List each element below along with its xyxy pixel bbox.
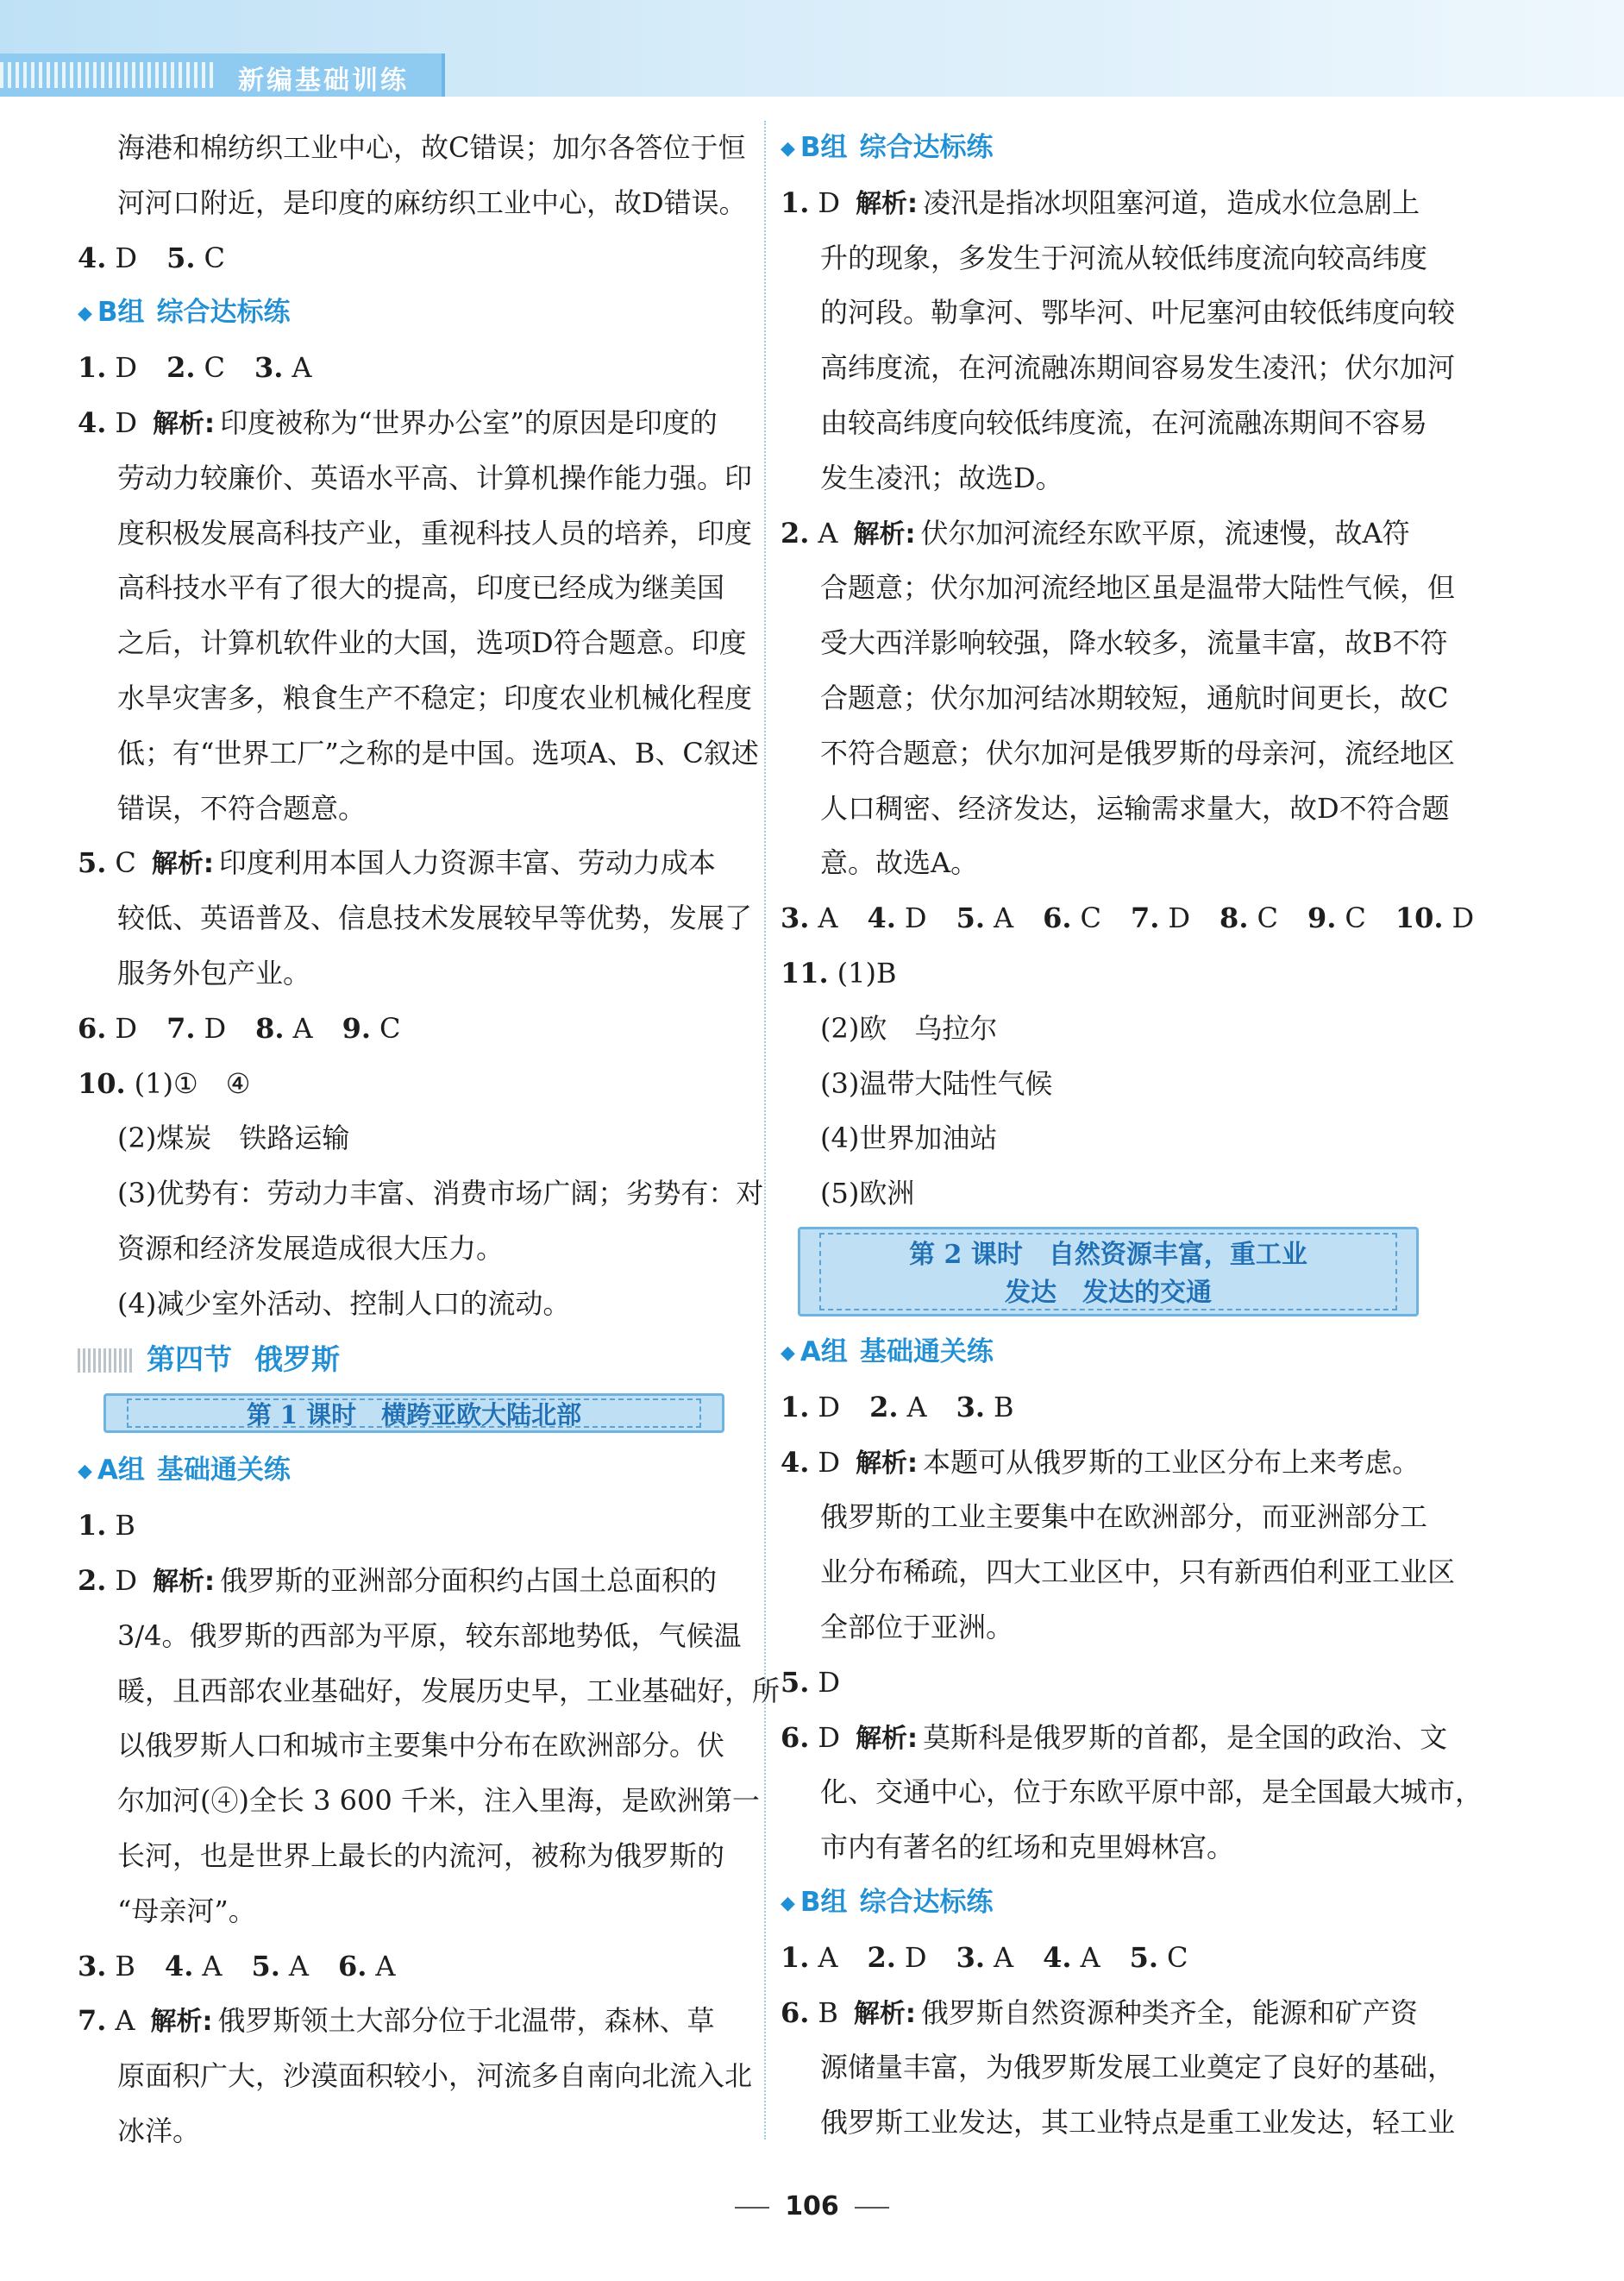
answer-letter: C [1257,902,1278,935]
question-text: 俄罗斯自然资源种类齐全，能源和矿产资 [920,1995,1418,2029]
group-title: 综合达标练 [859,132,994,163]
answer-item [251,1950,309,1983]
answer-item [1307,902,1366,934]
group-heading [781,1876,1475,1931]
text-line: 原面积广大，沙漠面积较小，河流多自南向北流入北 [117,2059,753,2093]
diamond-icon: ◆ [781,138,795,160]
text-line: 低；有“世界工厂”之称的是中国。选项A、B、C叙述 [117,736,759,770]
page-number [0,2191,1624,2221]
answer-letter: D [818,1720,841,1754]
diamond-icon: ◆ [781,1892,795,1914]
answer-item [342,1012,401,1045]
question-number: 4. [164,1949,194,1983]
lesson-banner [103,1393,724,1433]
question-text: (1)① ④ [134,1066,251,1100]
lesson-title-line: 发达 发达的交通 [1005,1277,1212,1308]
text-line: 以俄罗斯人口和城市主要集中分布在欧洲部分。伏 [117,1729,725,1763]
answer-item [166,1012,226,1045]
question-number: 4. [867,902,896,935]
question-number: 5. [78,846,107,880]
answer-letter: D [818,1445,841,1479]
answer-item [1043,902,1101,934]
analysis-label: 解析: [150,2007,213,2038]
answer-item [78,351,137,384]
answer-row [78,1002,768,1057]
answer-item [166,351,225,384]
right-column [781,121,1483,2151]
text-line: 资源和经济发展造成很大压力。 [117,1231,505,1265]
section-heading [78,1332,768,1387]
lesson-title [819,1233,1397,1310]
question-number: 7. [78,2004,107,2038]
page-number-dash-right [855,2207,889,2209]
question-first-line [781,1656,1475,1711]
header-title: 新编基础训练 [238,66,409,96]
text-line: 市内有著名的红场和克里姆林宫。 [820,1831,1235,1864]
answer-letter: C [204,241,225,274]
answer-item [956,902,1014,934]
answer-item [869,1391,927,1423]
text-line: 的河段。勒拿河、鄂毕河、叶尼塞河由较低纬度向较 [820,296,1456,330]
text-line: 3/4。俄罗斯的西部为平原，较东部地势低，气候温 [117,1618,742,1652]
question-text: 俄罗斯领土大部分位于北温带，森林、草 [217,2004,715,2038]
text-line: 人口稠密、经济发达，运输需求量大，故D不符合题 [820,791,1450,825]
answer-item [78,1950,135,1983]
group-title: 基础通关练 [156,1455,291,1486]
text-line: 高科技水平有了很大的提高，印度已经成为继美国 [117,571,725,605]
group-title: 综合达标练 [859,1886,994,1918]
answer-letter: A [288,1949,309,1983]
answer-row [781,1380,1475,1436]
answer-letter: D [1452,902,1475,935]
text-line: 受大西洋影响较强，降水较多，流量丰富，故B不符 [820,626,1448,660]
question-number: 5. [166,241,196,274]
question-number: 3. [956,1390,985,1423]
answer-letter: A [993,1940,1014,1974]
answer-item [78,242,137,274]
question-text: (1)B [837,956,897,990]
answer-letter: B [818,1995,838,2029]
question-number: 3. [956,1940,985,1974]
question-number: 8. [1220,902,1249,935]
answer-item [1220,902,1278,934]
group-label: B组 [799,1886,848,1918]
answer-item [1395,902,1474,934]
answer-item [781,1941,838,1974]
answer-item [956,1941,1014,1974]
answer-item [956,1391,1014,1423]
question-number: 7. [1130,902,1160,935]
text-line: 服务外包产业。 [117,956,311,990]
text-line: 合题意；伏尔加河结冰期较短，通航时间更长，故C [820,681,1449,714]
text-line: 较低、英语普及、信息技术发展较早等优势，发展了 [117,902,753,935]
text-line: 意。故选A。 [820,846,979,880]
answer-item [78,1012,137,1045]
section-name: 俄罗斯 [254,1342,340,1376]
analysis-label: 解析: [856,188,919,219]
analysis-label: 解析: [151,849,214,880]
text-line: 合题意；伏尔加河流经地区虽是温带大陆性气候，但 [820,571,1456,605]
answer-item [1130,1941,1188,1974]
question-first-line [78,1057,768,1112]
text-line: (2)煤炭 铁路运输 [117,1122,350,1155]
question-number: 6. [1043,902,1072,935]
text-line: 河河口附近，是印度的麻纺织工业中心，故D错误。 [117,185,747,219]
question-first-line [781,1436,1475,1491]
answer-letter: A [818,516,838,550]
group-title: 基础通关练 [859,1335,994,1367]
text-line: 由较高纬度向较低纬度流，在河流融冻期间不容易 [820,405,1428,439]
group-heading [781,121,1475,176]
question-first-line [78,1554,768,1609]
question-number: 3. [78,1949,107,1983]
text-line: 化、交通中心，位于东欧平原中部，是全国最大城市， [820,1775,1483,1809]
text-line: 海港和棉纺织工业中心，故C错误；加尔各答位于恒 [117,131,746,164]
analysis-label: 解析: [853,518,916,550]
page-number-text: 106 [785,2191,839,2221]
question-number: 5. [956,902,985,935]
question-number: 10. [1395,902,1444,935]
answer-letter: C [1080,902,1101,935]
question-text: 凌汛是指冰坝阻塞河道，造成水位急剧上 [923,185,1420,219]
text-line: 俄罗斯的工业主要集中在欧洲部分，而亚洲部分工 [820,1500,1428,1534]
question-number: 11. [781,956,829,990]
page-number-dash-left [735,2207,769,2209]
answer-letter: C [204,351,225,385]
answer-item [868,1941,927,1974]
question-number: 8. [255,1011,285,1045]
diamond-icon: ◆ [78,1461,92,1483]
question-number: 6. [78,1011,107,1045]
answer-letter: D [818,1390,841,1423]
question-number: 3. [781,902,810,935]
question-text: 本题可从俄罗斯的工业区分布上来考虑。 [923,1445,1420,1479]
question-number: 3. [254,351,284,385]
text-line: 源储量丰富，为俄罗斯发展工业奠定了良好的基础， [820,2051,1456,2084]
answer-item [165,1950,223,1983]
question-first-line [781,176,1475,231]
question-first-line [781,506,1475,562]
answer-letter: A [375,1949,396,1983]
left-column [78,121,781,2159]
question-text: 莫斯科是俄罗斯的首都，是全国的政治、文 [923,1720,1448,1754]
question-number: 5. [781,1665,810,1699]
answer-letter: B [115,1509,135,1543]
section-number: 第四节 [147,1342,232,1376]
text-line: 升的现象，多发生于河流从较低纬度流向较高纬度 [820,241,1428,274]
answer-letter: A [818,902,838,935]
group-label: A组 [97,1455,145,1486]
text-line: 业分布稀疏，四大工业区中，只有新西伯利亚工业区 [820,1555,1456,1589]
answer-item [868,902,927,934]
group-label: B组 [799,132,848,163]
question-number: 2. [869,1390,899,1423]
text-line: 度积极发展高科技产业，重视科技人员的培养，印度 [117,516,753,550]
answer-letter: D [904,1940,927,1974]
answer-item [254,351,312,384]
text-line: 俄罗斯工业发达，其工业特点是重工业发达，轻工业 [820,2106,1456,2140]
answer-letter: A [993,902,1014,935]
analysis-label: 解析: [856,1448,919,1479]
text-line: 暖，且西部农业基础好，发展历史早，工业基础好，所 [117,1674,781,1707]
text-line: 水旱灾害多，粮食生产不稳定；印度农业机械化程度 [117,681,753,714]
answer-letter: D [115,1563,138,1597]
lesson-title-line: 第 2 课时 自然资源丰富，重工业 [909,1239,1307,1270]
text-line: (3)优势有：劳动力丰富、消费市场广阔；劣势有：对 [117,1177,764,1210]
answer-letter: A [292,1011,313,1045]
answer-item [781,1391,840,1423]
group-heading [78,286,768,341]
answer-letter: A [202,1949,223,1983]
question-number: 2. [867,1940,896,1974]
answer-row [78,1939,768,1995]
text-line: (5)欧洲 [820,1177,915,1210]
answer-item [1131,902,1190,934]
question-number: 9. [342,1011,372,1045]
text-line: 之后，计算机软件业的大国，选项D符合题意。印度 [117,626,747,660]
answer-row [78,231,768,286]
answer-item [255,1012,313,1045]
text-line: 冰洋。 [117,2114,201,2147]
answer-item [1043,1941,1100,1974]
question-number: 6. [781,1995,810,2029]
answer-letter: D [818,185,841,219]
question-number: 5. [1129,1940,1159,1974]
question-number: 6. [337,1949,367,1983]
header-tab [0,53,445,97]
text-line: 全部位于亚洲。 [820,1610,1014,1643]
analysis-label: 解析: [856,1723,919,1754]
answer-letter: A [906,1390,927,1423]
text-line: 不符合题意；伏尔加河是俄罗斯的母亲河，流经地区 [820,736,1456,770]
answer-letter: D [115,241,138,274]
group-heading [781,1325,1475,1380]
answer-item [166,242,225,274]
question-number: 4. [78,241,107,274]
question-text: 印度利用本国人力资源丰富、劳动力成本 [218,846,716,880]
answer-letter: D [904,902,927,935]
question-number: 4. [781,1445,810,1479]
answer-letter: C [379,1011,401,1045]
question-number: 10. [78,1066,126,1100]
text-line: 错误，不符合题意。 [117,791,367,825]
group-label: B组 [97,297,145,329]
answer-letter: D [1168,902,1191,935]
question-number: 4. [78,405,107,439]
question-first-line [781,946,1475,1002]
question-first-line [78,1499,768,1554]
answer-letter: D [115,351,138,385]
question-first-line [78,836,768,891]
question-number: 2. [781,516,810,550]
answer-letter: C [115,846,136,880]
diamond-icon: ◆ [781,1342,795,1364]
group-label: A组 [799,1335,848,1367]
text-line: (4)减少室外活动、控制人口的流动。 [117,1286,571,1320]
question-number: 5. [251,1949,280,1983]
answer-letter: B [115,1949,135,1983]
answer-row [781,1931,1475,1986]
question-number: 1. [78,351,107,385]
question-number: 1. [781,185,810,219]
question-number: 1. [781,1940,810,1974]
question-number: 9. [1307,902,1337,935]
answer-letter: D [818,1665,841,1699]
analysis-label: 解析: [153,1566,216,1597]
analysis-label: 解析: [153,408,216,439]
text-line: 劳动力较廉价、英语水平高、计算机操作能力强。印 [117,461,753,494]
question-first-line [781,1711,1475,1766]
answer-item [781,902,838,934]
question-text: 俄罗斯的亚洲部分面积约占国土总面积的 [220,1563,718,1597]
answer-letter: D [204,1011,227,1045]
header-stripes [0,62,216,88]
section-bars-icon [78,1348,135,1373]
answer-letter: D [115,405,138,439]
question-number: 2. [166,351,196,385]
question-number: 6. [781,1720,810,1754]
question-number: 4. [1043,1940,1072,1974]
question-text: 伏尔加河流经东欧平原，流速慢，故A符 [920,516,1410,550]
question-first-line [781,1986,1475,2041]
answer-item [338,1950,396,1983]
text-line: 发生凌汛；故选D。 [820,461,1063,494]
text-line: 高纬度流，在河流融冻期间容易发生凌汛；伏尔加河 [820,351,1456,385]
text-line: 长河，也是世界上最长的内流河，被称为俄罗斯的 [117,1838,725,1872]
analysis-label: 解析: [853,1998,916,2029]
question-number: 1. [78,1509,107,1543]
lesson-banner [798,1227,1419,1316]
answer-letter: B [993,1390,1014,1423]
question-text: 印度被称为“世界办公室”的原因是印度的 [220,405,718,439]
answer-letter: D [115,1011,138,1045]
answer-letter: C [1167,1940,1188,1974]
group-title: 综合达标练 [156,297,291,329]
question-number: 7. [166,1011,196,1045]
answer-row [781,891,1475,946]
text-line: (4)世界加油站 [820,1122,998,1155]
text-line: 尔加河(④)全长 3 600 千米，注入里海，是欧洲第一 [117,1784,760,1818]
answer-letter: A [115,2004,135,2038]
text-line: “母亲河”。 [117,1894,256,1927]
answer-letter: C [1345,902,1366,935]
text-line: (3)温带大陆性气候 [820,1066,1053,1100]
question-first-line [78,396,768,451]
answer-letter: A [818,1940,838,1974]
question-first-line [78,1994,768,2049]
answer-letter: A [1080,1940,1100,1974]
question-number: 1. [781,1390,810,1423]
question-number: 2. [78,1563,107,1597]
lesson-title: 第 1 课时 横跨亚欧大陆北部 [127,1398,701,1428]
group-heading [78,1443,768,1499]
answer-row [78,341,768,396]
answer-letter: A [292,351,312,385]
diamond-icon: ◆ [78,303,92,325]
text-line: (2)欧 乌拉尔 [820,1011,998,1045]
